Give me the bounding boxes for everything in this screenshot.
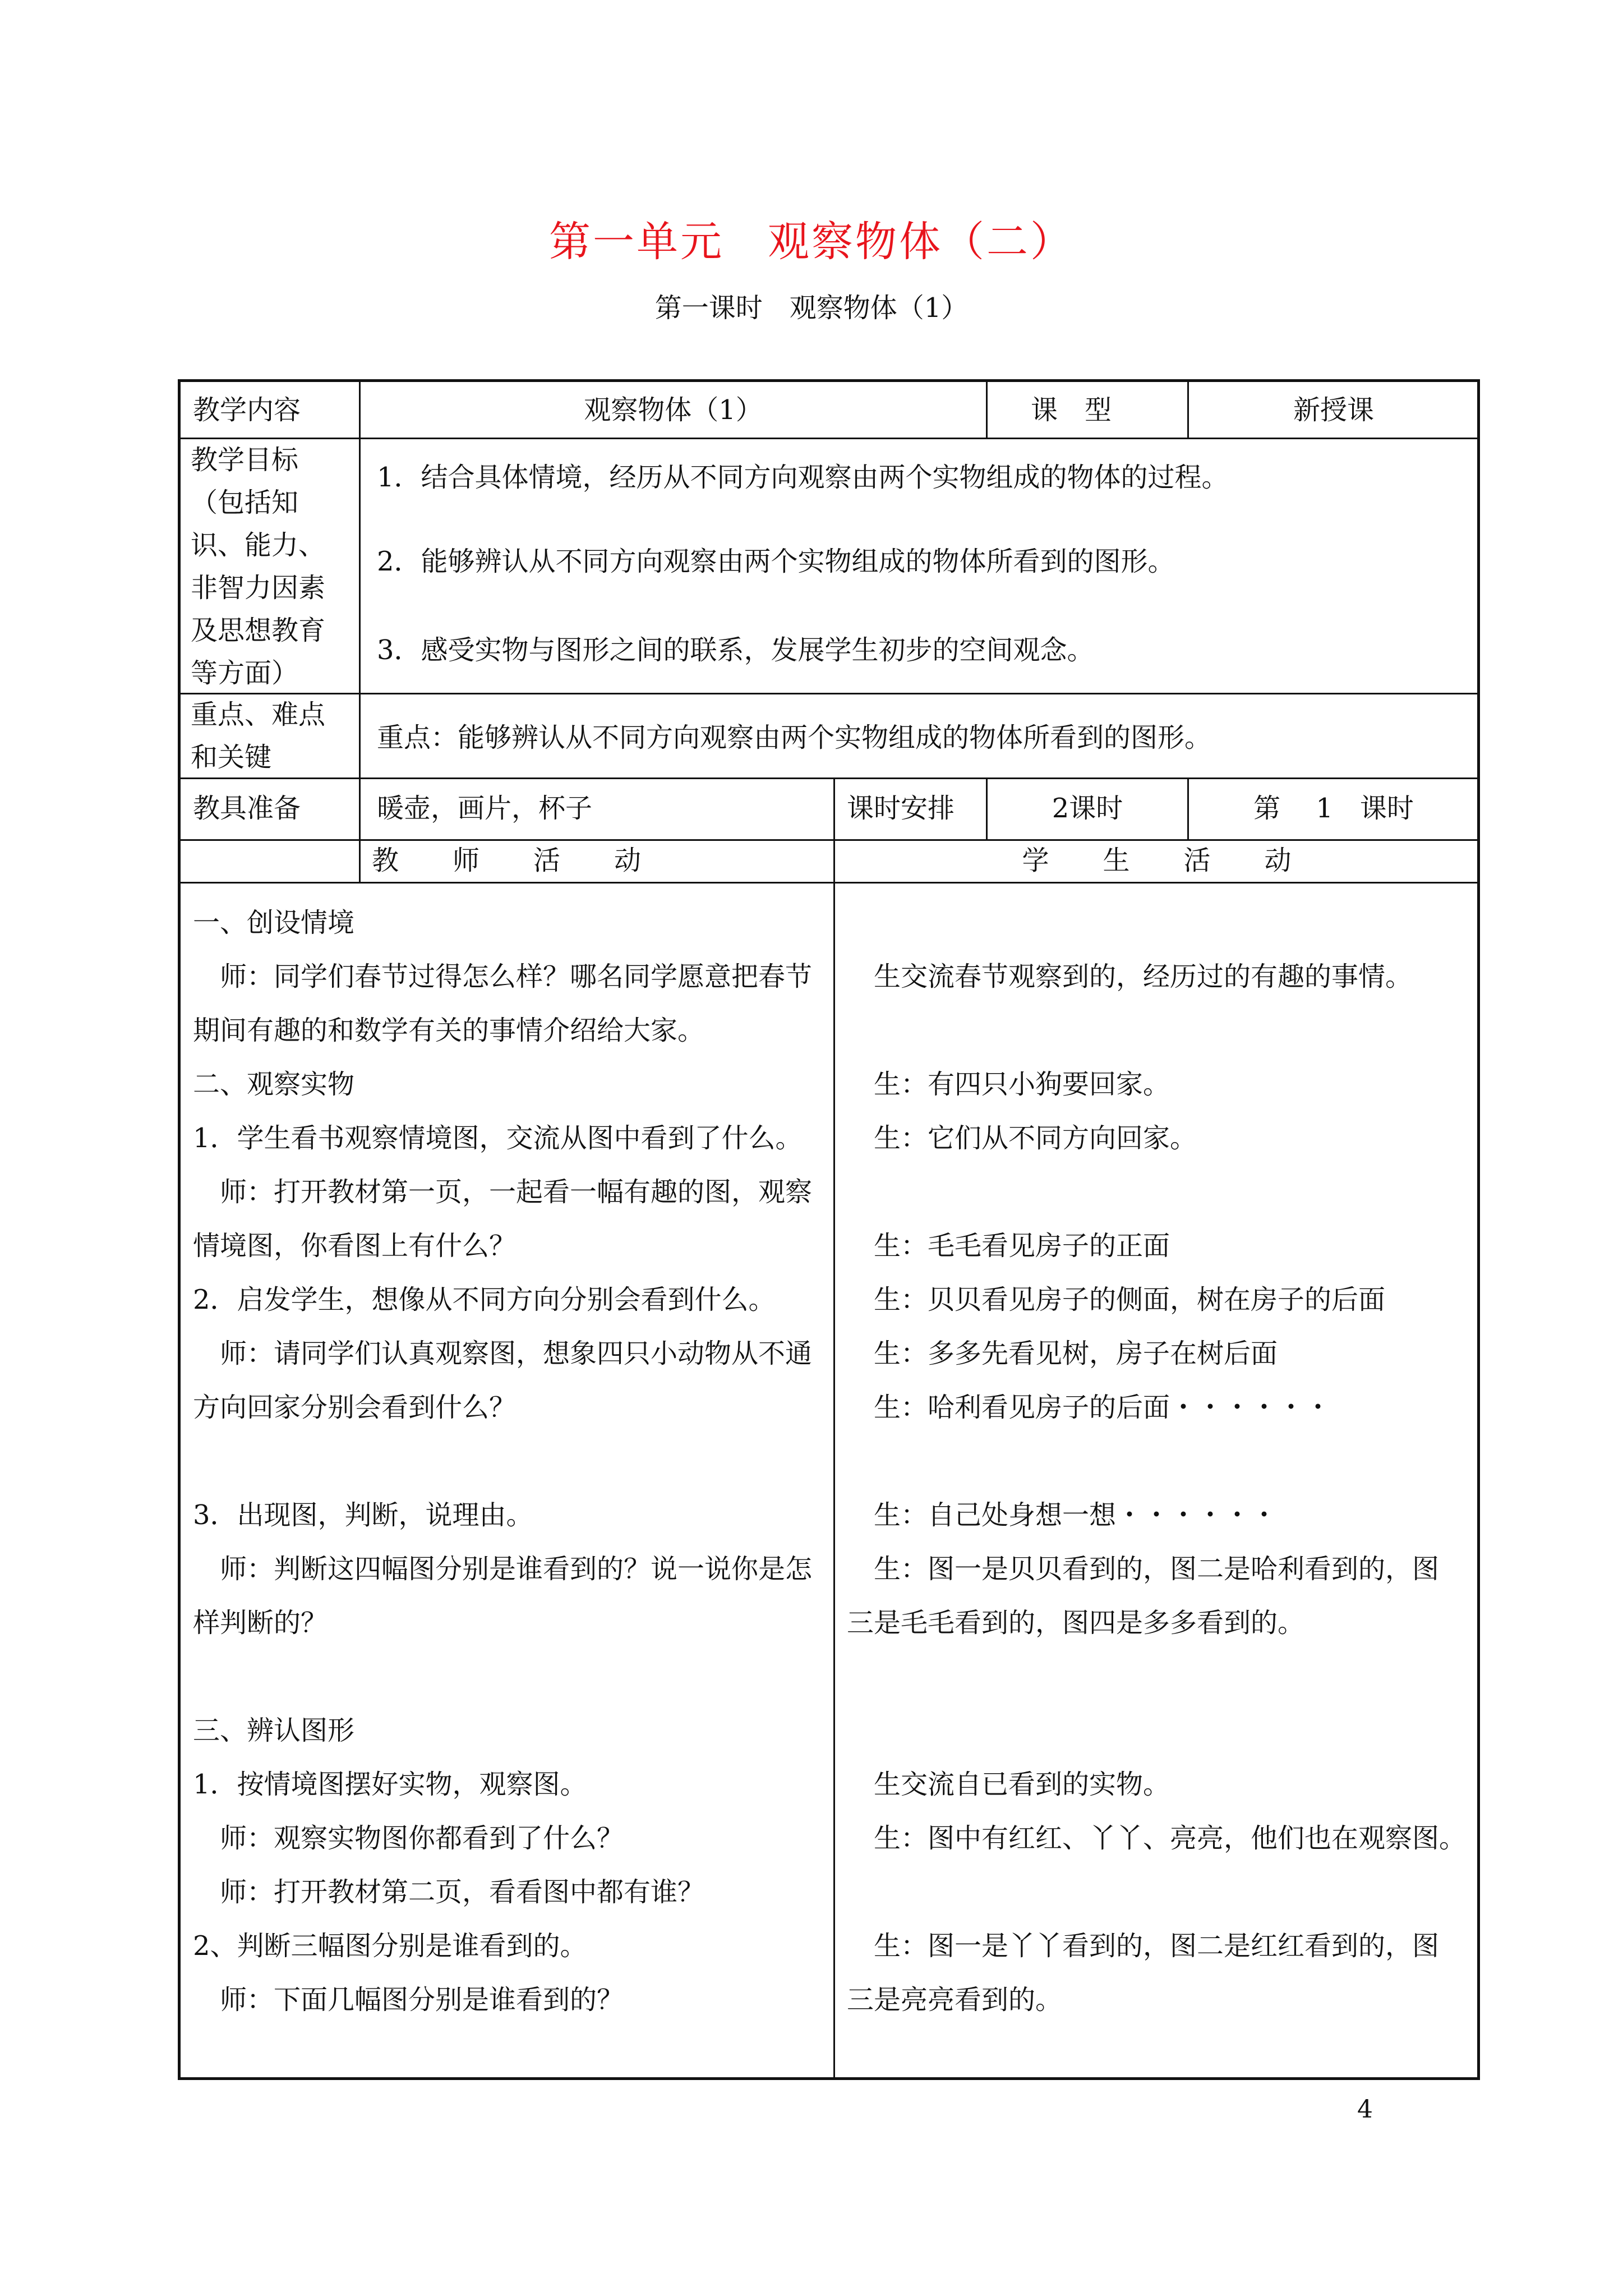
teacher-line: 样判断的？ [193, 1607, 328, 1639]
teacher-line: 1．按情境图摆好实物，观察图。 [193, 1769, 587, 1800]
teacher-line: 方向回家分别会看到什么？ [193, 1392, 517, 1423]
key-label: 重点、难点和关键 [191, 699, 326, 773]
teacher-line: 2．启发学生，想像从不同方向分别会看到什么。 [193, 1284, 776, 1315]
student-line: 三是毛毛看到的，图四是多多看到的。 [847, 1607, 1305, 1639]
student-line: 生：多多先看见树，房子在树后面 [847, 1338, 1278, 1369]
table-rule [179, 777, 1478, 779]
goal-item: 3．感受实物与图形之间的联系，发展学生初步的空间观念。 [377, 634, 1094, 666]
student-line: 生：有四只小狗要回家。 [847, 1069, 1170, 1100]
teacher-line: 师：打开教材第一页，一起看一幅有趣的图，观察 [193, 1176, 813, 1208]
teacher-line: 师：下面几幅图分别是谁看到的？ [193, 1984, 624, 2016]
table-rule [986, 381, 988, 439]
student-line: 生：图中有红红、丫丫、亮亮，他们也在观察图。 [847, 1823, 1467, 1854]
student-line: 生：它们从不同方向回家。 [847, 1122, 1197, 1154]
teacher-line: 师：请同学们认真观察图，想象四只小动物从不通 [193, 1338, 813, 1369]
teacher-line: 3．出现图，判断，说理由。 [193, 1499, 533, 1531]
table-rule [179, 693, 1478, 694]
student-line: 生：毛毛看见房子的正面 [847, 1230, 1170, 1262]
key-value: 重点：能够辨认从不同方向观察由两个实物组成的物体所看到的图形。 [377, 722, 1212, 753]
teacher-line: 师：观察实物图你都看到了什么？ [193, 1823, 624, 1854]
table-rule [179, 438, 1478, 439]
student-line: 生：贝贝看见房子的侧面，树在房子的后面 [847, 1284, 1386, 1315]
student-line: 生交流春节观察到的，经历过的有趣的事情。 [847, 961, 1413, 992]
goal-item: 2．能够辨认从不同方向观察由两个实物组成的物体所看到的图形。 [377, 546, 1175, 577]
student-line: 生：图一是贝贝看到的，图二是哈利看到的，图 [847, 1553, 1440, 1585]
student-line: 生：哈利看见房子的后面・・・・・・ [847, 1392, 1332, 1423]
table-rule [359, 381, 361, 883]
teacher-line: 师：打开教材第二页，看看图中都有谁？ [193, 1876, 705, 1908]
schedule-value: 2课时 [1052, 793, 1123, 824]
content-value: 观察物体（1） [584, 394, 763, 426]
teacher-line: 期间有趣的和数学有关的事情介绍给大家。 [193, 1015, 705, 1046]
student-line: 生：自己处身想一想・・・・・・ [847, 1499, 1278, 1531]
teacher-line: 三、辨认图形 [193, 1715, 355, 1746]
student-line: 生交流自已看到的实物。 [847, 1769, 1170, 1800]
type-value: 新授课 [1293, 394, 1374, 426]
student-activity-header: 学 生 活 动 [1022, 845, 1292, 876]
content-label: 教学内容 [193, 394, 301, 426]
page-number: 4 [1357, 2095, 1373, 2124]
student-line: 生：图一是丫丫看到的，图二是红红看到的，图 [847, 1930, 1440, 1962]
teacher-line: 师：判断这四幅图分别是谁看到的？说一说你是怎 [193, 1553, 813, 1585]
document-subtitle: 第一课时 观察物体（1） [654, 292, 969, 324]
teacher-line: 2、判断三幅图分别是谁看到的。 [193, 1930, 587, 1962]
teacher-activity-header: 教 师 活 动 [371, 845, 641, 876]
teacher-line: 情境图，你看图上有什么？ [193, 1230, 517, 1262]
goals-label: 教学目标（包括知识、能力、非智力因素及思想教育等方面） [191, 444, 326, 689]
teacher-line: 二、观察实物 [193, 1069, 355, 1100]
schedule-label: 课时安排 [847, 793, 955, 824]
tools-label: 教具准备 [193, 793, 301, 824]
table-rule [833, 777, 835, 2078]
teacher-line: 师：同学们春节过得怎么样？哪名同学愿意把春节 [193, 961, 813, 992]
teacher-line: 1．学生看书观察情境图，交流从图中看到了什么。 [193, 1122, 803, 1154]
table-rule [179, 882, 1478, 884]
type-label: 课 型 [1031, 394, 1112, 426]
student-line: 三是亮亮看到的。 [847, 1984, 1063, 2016]
lesson-number: 第 1 课时 [1253, 793, 1414, 824]
teacher-line: 一、创设情境 [193, 907, 355, 938]
document-title: 第一单元 观察物体（二） [549, 218, 1074, 266]
goal-item: 1．结合具体情境，经历从不同方向观察由两个实物组成的物体的过程。 [377, 462, 1229, 493]
tools-value: 暖壶，画片，杯子 [377, 793, 593, 824]
